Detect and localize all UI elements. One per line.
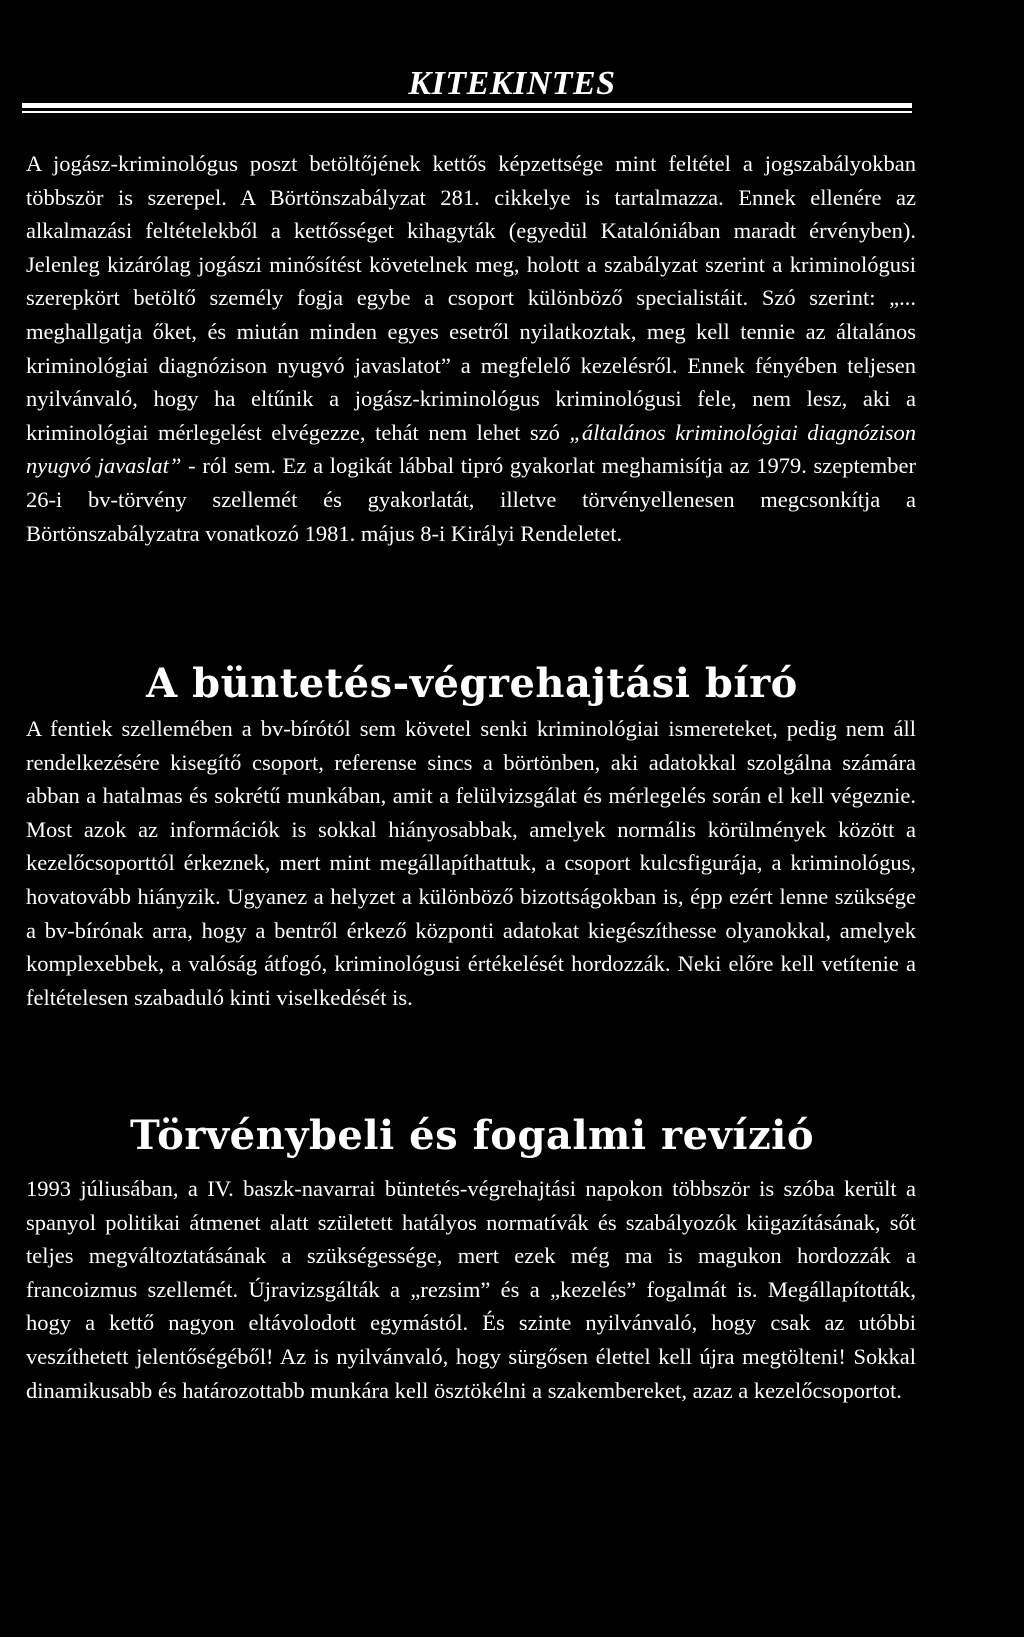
judge-section-heading: A büntetés-végrehajtási bíró [146, 660, 798, 707]
revision-paragraph: 1993 júliusában, a IV. baszk-navarrai büntetés-végrehajtási napokon többször is szóba került a spanyol politikai átmenet alatt született hatályos normatívák és szabályozók kiigazításának, sőt teljes megváltoztatásának a szükségessége, mert ezek még ma is magukon hordozzák a francoizmus szellemét. Újravizsgálták a „rezsim” és a „kezelés” fogalmát is. Megállapították, hogy a kettő nagyon eltávolodott egymástól. És szinte nyilvánvaló, hogy csak az utóbbi veszíthetett jelentőségéből! Az is nyilvánvaló, hogy sürgősen élettel kell újra megtölteni! Sokkal dinamikusabb és határozottabb munkára kell ösztökélni a szakembereket, azaz a kezelőcsoportot. [26, 1176, 916, 1403]
intro-paragraph-text: A jogász-kriminológus poszt betöltőjének kettős képzettsége mint feltétel a jogszabályokban többször is szerepel. A Börtönszabályzat 281. cikkelye is tartalmazza. Ennek ellenére az alkalmazási feltételekből a kettősséget kihagyták (egyedül Katalóniában maradt érvényben). Jelenleg kizárólag jogászi minősítést követelnek meg, holott a szabályzat szerint a kriminológusi szerepkört betöltő személy fogja egybe a csoport különböző specialistáit. Szó szerint: „... meghallgatja őket, és miután minden egyes esetről nyilatkoztak, meg kell tennie az általános kriminológiai diagnózison nyugvó javaslatot” a megfelelő kezelésről. Ennek fényében teljesen nyilvánvaló, hogy ha eltűnik a jogász-kriminológus kriminológusi fele, nem lesz, aki a kriminológiai mérlegelést elvégezze, tehát nem lehet szó [26, 151, 916, 445]
header-rule-thin [22, 111, 912, 113]
judge-paragraph: A fentiek szellemében a bv-bírótól sem követel senki kriminológiai ismereteket, pedig nem áll rendelkezésére kisegítő csoport, referense sincs a börtönben, aki adatokkal szolgálna számára abban a hatalmas és sokrétű munkában, amit a felülvizsgálat és mérlegelés során el kell végeznie. Most azok az információk is sokkal hiányosabbak, amelyek normális körülmények között a kezelőcsoporttól érkeznek, mert mint megállapíthattuk, a csoport kulcsfigurája, a kriminológus, hovatovább hiányzik. Ugyanez a helyzet a különböző bizottságokban is, épp ezért lenne szüksége a bv-bírónak arra, hogy a bentről érkező központi adatokat kiegészíthesse olyanokkal, amelyek komplexebbek, a valóság átfogó, kriminológusi értékelését hordozzák. Neki előre kell vetítenie a feltételesen szabaduló kinti viselkedését is. [26, 716, 916, 1010]
intro-paragraph [26, 147, 916, 550]
header-rule-thick [22, 103, 912, 108]
revision-section-heading: Törvénybeli és fogalmi revízió [129, 1112, 815, 1159]
intro-paragraph-end: - ról sem. Ez a logikát lábbal tipró gyakorlat meghamisítja az 1979. szeptember 26-i bv-törvény szellemét és gyakorlatát, illetve törvényellenesen megcsonkítja a Börtönszabályzatra vonatkozó 1981. május 8-i Királyi Rendeletet. [26, 453, 917, 546]
header-title: KITEKINTES [408, 65, 616, 102]
intro-italic-quote: „általános kriminológiai diagnózison nyugvó javaslat” [26, 419, 916, 479]
